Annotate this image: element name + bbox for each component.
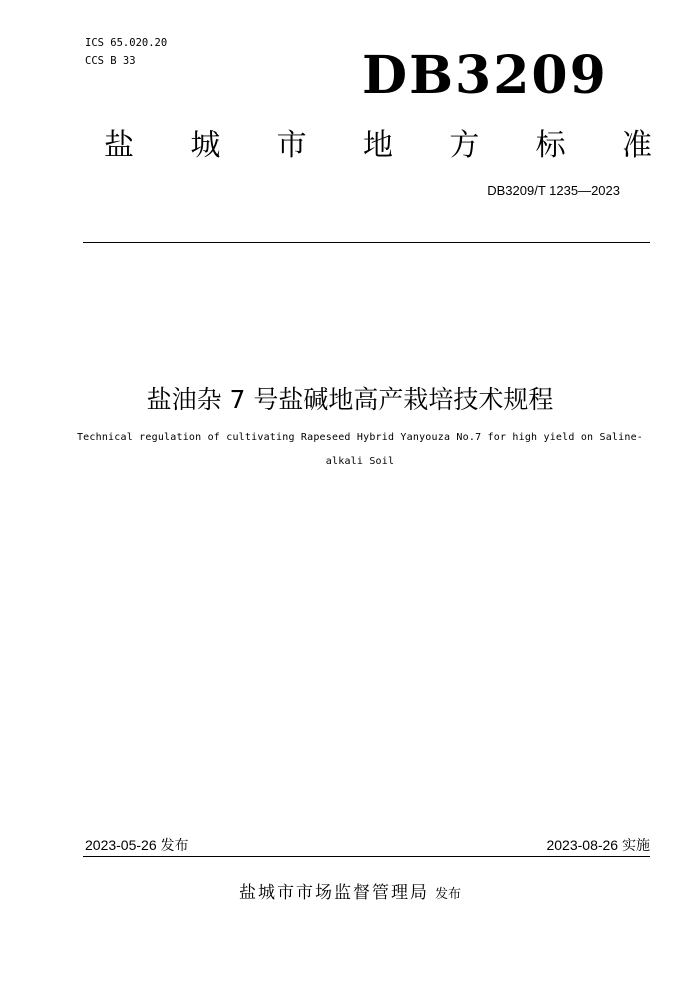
top-divider bbox=[83, 242, 650, 243]
standard-type-char: 城 bbox=[190, 128, 221, 163]
standard-type bbox=[104, 126, 652, 166]
standard-type-char: 标 bbox=[535, 128, 566, 163]
standard-type-char: 方 bbox=[449, 128, 480, 163]
standard-type-char: 盐 bbox=[104, 128, 134, 163]
issuer-line bbox=[0, 878, 700, 903]
document-title-en: Technical regulation of cultivating Rapeseed Hybrid Yanyouza No.7 for high yield on Saline-alkali Soil bbox=[76, 432, 644, 467]
implementation-date: 2023-08-26 实施 bbox=[546, 837, 650, 853]
ics-code: ICS 65.020.20 bbox=[85, 37, 168, 49]
standard-type-char: 地 bbox=[362, 128, 393, 163]
standard-type-char: 准 bbox=[621, 128, 652, 163]
issue-label: 发布 bbox=[434, 887, 461, 902]
standard-logo: DB3209 bbox=[362, 45, 608, 106]
bottom-divider bbox=[83, 856, 650, 857]
ccs-code: CCS B 33 bbox=[85, 55, 136, 67]
issuer-name: 盐城市市场监督管理局 bbox=[238, 883, 429, 903]
standard-number: DB3209/T 1235—2023 bbox=[487, 183, 620, 198]
standard-type-char: 市 bbox=[276, 128, 307, 163]
document-title-zh: 盐油杂 7 号盐碱地高产栽培技术规程 bbox=[146, 385, 554, 414]
issue-date: 2023-05-26 发布 bbox=[85, 837, 189, 853]
